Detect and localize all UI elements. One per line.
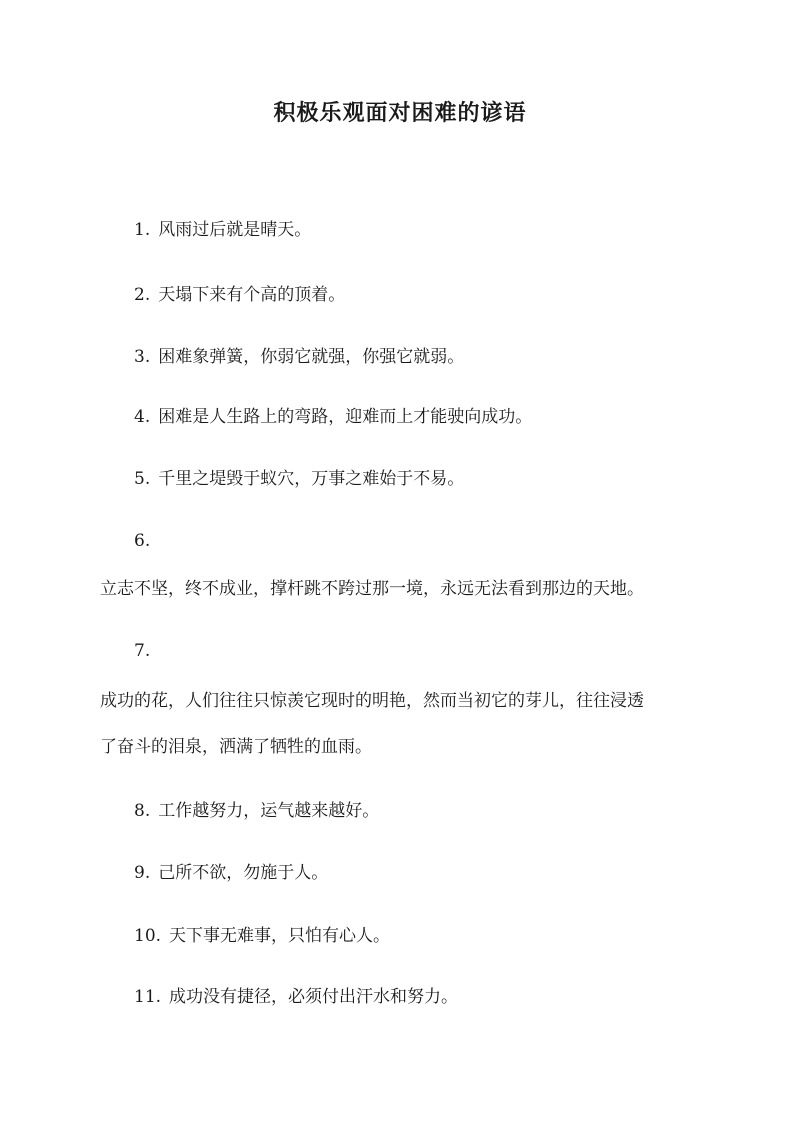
item-number: 5.: [134, 469, 151, 489]
list-item: [134, 217, 311, 243]
list-item: [134, 860, 328, 886]
list-item: [134, 404, 532, 430]
item-text: 己所不欲，勿施于人。: [158, 863, 329, 883]
list-item: [134, 528, 158, 554]
item-paragraph: 成功的花，人们往往只惊羡它现时的明艳，然而当初它的芽儿，往往浸透: [100, 691, 644, 711]
item-number: 10.: [134, 926, 162, 946]
item-text: 困难是人生路上的弯路，迎难而上才能驶向成功。: [158, 407, 533, 427]
item-number: 6.: [134, 531, 151, 551]
list-item: [134, 344, 464, 370]
list-item: [134, 984, 458, 1010]
list-item: [134, 282, 345, 308]
item-number: 9.: [134, 863, 151, 883]
list-item: [134, 923, 390, 949]
item-text: 千里之堤毁于蚁穴，万事之难始于不易。: [158, 469, 465, 489]
list-item: [134, 466, 464, 492]
item-number: 2.: [134, 285, 151, 305]
list-item: [134, 798, 379, 824]
item-number: 1.: [134, 220, 151, 240]
item-number: 7.: [134, 641, 151, 661]
item-paragraph: 了奋斗的泪泉，洒满了牺牲的血雨。: [100, 737, 372, 757]
item-text: 成功没有捷径，必须付出汗水和努力。: [169, 987, 459, 1007]
item-number: 4.: [134, 407, 151, 427]
item-text: 天塌下来有个高的顶着。: [158, 285, 346, 305]
item-number: 8.: [134, 801, 151, 821]
item-text: 工作越努力，运气越来越好。: [158, 801, 380, 821]
list-item: [134, 638, 158, 664]
item-text: 天下事无难事，只怕有心人。: [169, 926, 391, 946]
item-text: 困难象弹簧，你弱它就强，你强它就弱。: [158, 347, 465, 367]
item-number: 11.: [134, 987, 162, 1007]
item-number: 3.: [134, 347, 151, 367]
item-paragraph: 立志不坚，终不成业，撑杆跳不跨过那一境，永远无法看到那边的天地。: [100, 579, 644, 599]
document-title: 积极乐观面对困难的谚语: [273, 100, 527, 126]
item-text: 风雨过后就是晴天。: [158, 220, 312, 240]
